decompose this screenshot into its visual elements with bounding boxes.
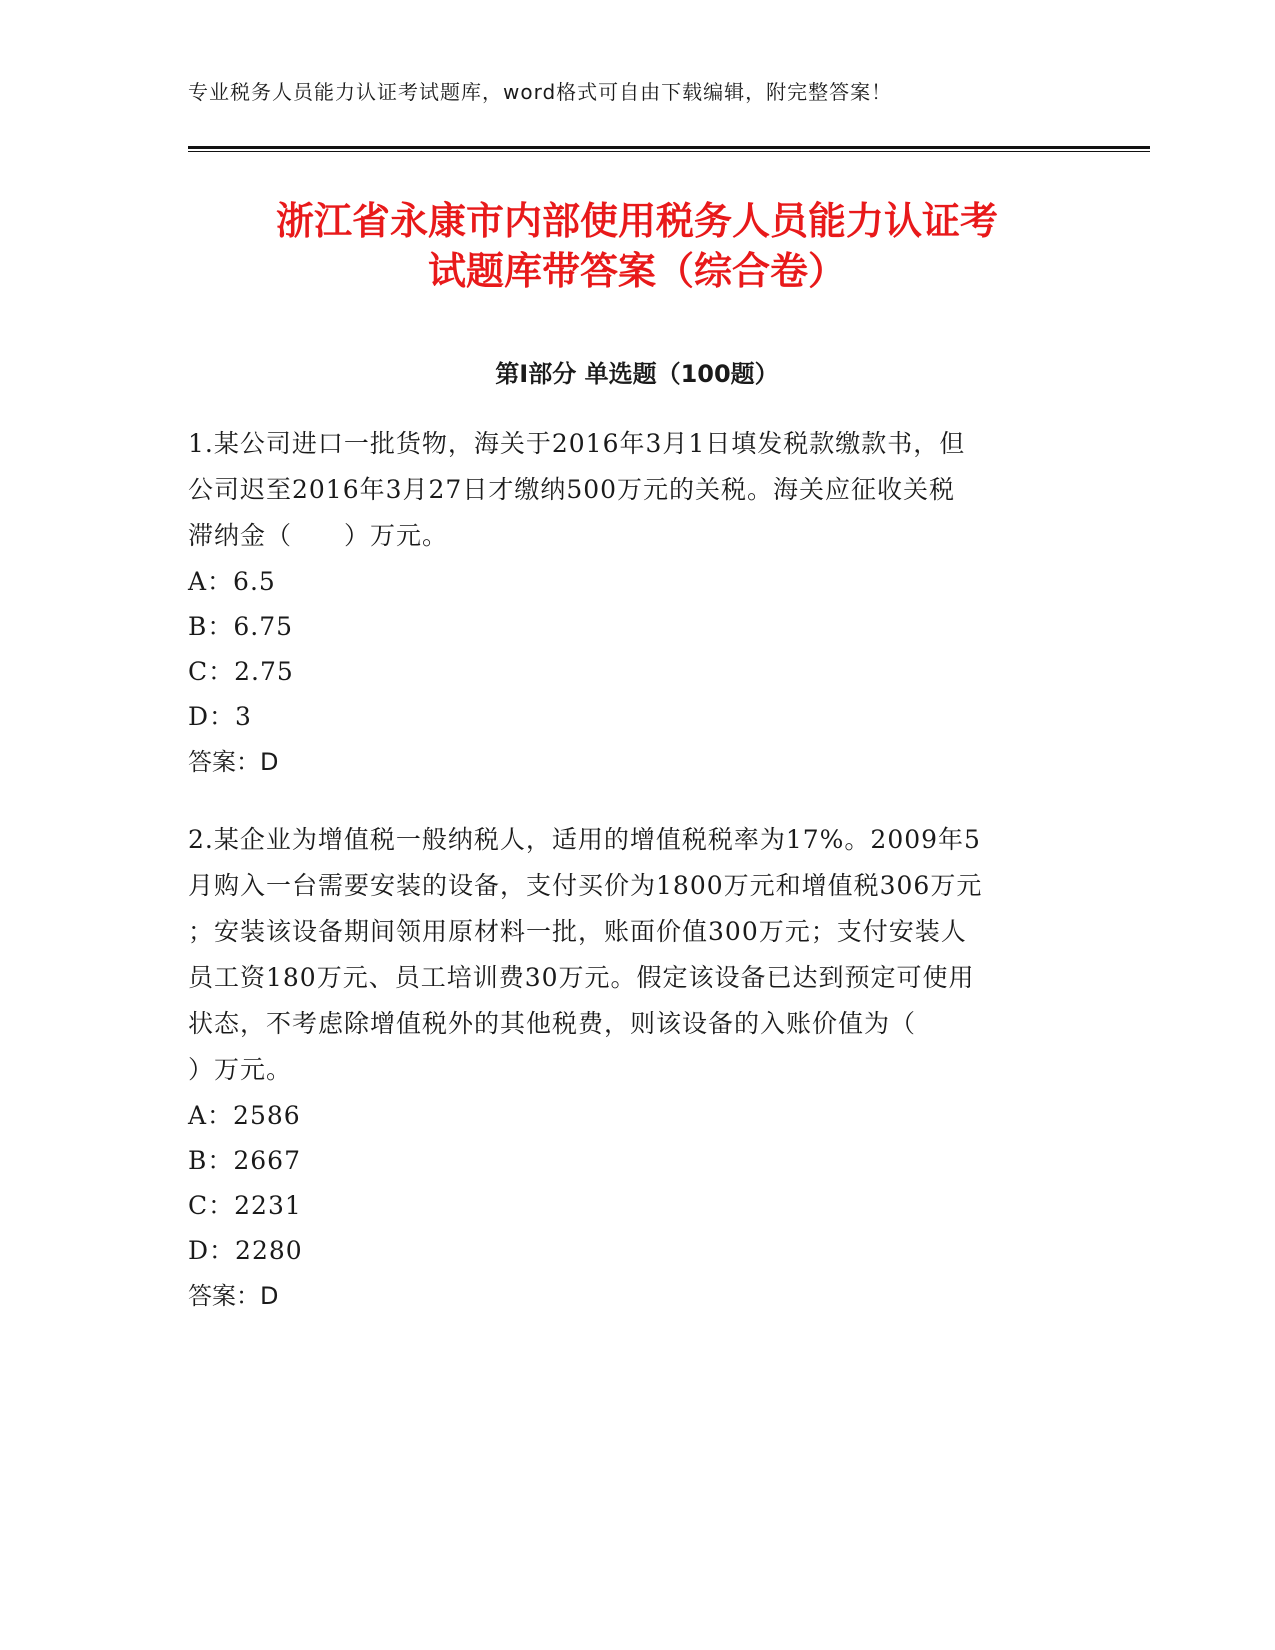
document-title-line2: 试题库带答案（综合卷）: [427, 249, 846, 293]
option-a: A：6.5: [188, 567, 276, 596]
option-b: B：6.75: [188, 612, 294, 641]
option-d: D：2280: [188, 1236, 303, 1265]
question-2: [188, 817, 1078, 1319]
document-title-line1: 浙江省永康市内部使用税务人员能力认证考: [275, 199, 998, 243]
question-stem-line: 公司迟至2016年3月27日才缴纳500万元的关税。海关应征收关税: [188, 475, 956, 504]
option-a: A：2586: [188, 1101, 301, 1130]
answer: 答案：D: [188, 1282, 279, 1310]
option-c: C：2231: [188, 1191, 302, 1220]
header-divider-thick: [188, 146, 1150, 149]
question-1: [188, 421, 1078, 785]
question-stem-line: 月购入一台需要安装的设备，支付买价为1800万元和增值税306万元: [188, 871, 983, 900]
question-stem-line: 员工资180万元、员工培训费30万元。假定该设备已达到预定可使用: [188, 963, 975, 992]
question-stem-line: ）万元。: [188, 1055, 293, 1084]
question-stem-line: 2.某企业为增值税一般纳税人，适用的增值税税率为17%。2009年5: [188, 825, 981, 854]
option-c: C：2.75: [188, 657, 294, 686]
question-stem-line: 1.某公司进口一批货物，海关于2016年3月1日填发税款缴款书，但: [188, 429, 966, 458]
question-stem-line: 滞纳金（ ）万元。: [188, 521, 449, 550]
header-divider-thin: [188, 151, 1150, 152]
question-stem-line: ；安装该设备期间领用原材料一批，账面价值300万元；支付安装人: [188, 917, 967, 946]
question-stem-line: 状态，不考虑除增值税外的其他税费，则该设备的入账价值为（: [188, 1009, 917, 1038]
document-title: [188, 196, 1086, 296]
header-note: 专业税务人员能力认证考试题库，word格式可自由下载编辑，附完整答案！: [188, 80, 893, 104]
answer: 答案：D: [188, 748, 279, 776]
option-d: D：3: [188, 702, 252, 731]
section-title: 第Ⅰ部分 单选题（100题）: [495, 360, 779, 388]
option-b: B：2667: [188, 1146, 301, 1175]
